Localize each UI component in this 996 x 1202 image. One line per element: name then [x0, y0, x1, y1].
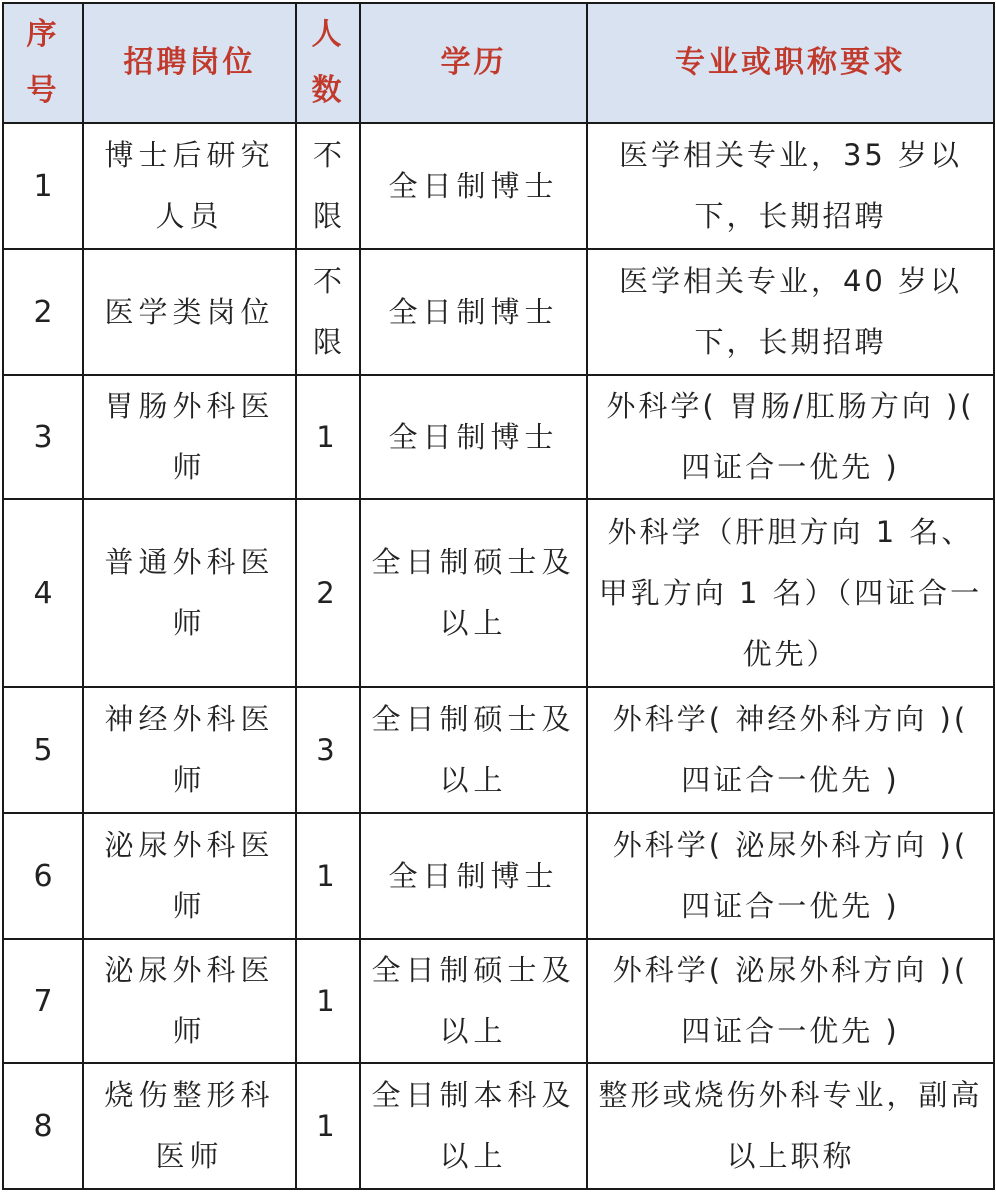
cell-seq: 3 [3, 375, 83, 499]
cell-seq: 6 [3, 813, 83, 939]
cell-count: 2 [296, 499, 360, 687]
cell-seq: 7 [3, 939, 83, 1063]
table-row [3, 813, 994, 939]
cell-seq: 4 [3, 499, 83, 687]
cell-count: 1 [296, 1063, 360, 1189]
cell-position: 普通外科医师 [83, 499, 296, 687]
cell-position: 泌尿外科医师 [83, 939, 296, 1063]
cell-count: 1 [296, 375, 360, 499]
cell-seq: 8 [3, 1063, 83, 1189]
cell-position: 胃肠外科医师 [83, 375, 296, 499]
cell-count: 1 [296, 939, 360, 1063]
cell-requirement: 外科学( 神经外科方向 )( 四证合一优先 ) [587, 687, 994, 813]
cell-position: 泌尿外科医师 [83, 813, 296, 939]
header-education: 学历 [360, 3, 587, 123]
table-row [3, 499, 994, 687]
cell-seq: 5 [3, 687, 83, 813]
header-seq: 序号 [3, 3, 83, 123]
cell-requirement: 医学相关专业，35 岁以下，长期招聘 [587, 123, 994, 249]
cell-education: 全日制博士 [360, 123, 587, 249]
header-requirement: 专业或职称要求 [587, 3, 994, 123]
cell-education: 全日制硕士及以上 [360, 499, 587, 687]
table-row [3, 375, 994, 499]
cell-count: 1 [296, 813, 360, 939]
cell-count: 不限 [296, 123, 360, 249]
cell-position: 神经外科医师 [83, 687, 296, 813]
table-row [3, 687, 994, 813]
table-row [3, 249, 994, 375]
cell-education: 全日制硕士及以上 [360, 939, 587, 1063]
cell-seq: 2 [3, 249, 83, 375]
cell-requirement: 外科学( 泌尿外科方向 )( 四证合一优先 ) [587, 813, 994, 939]
cell-requirement: 外科学( 泌尿外科方向 )( 四证合一优先 ) [587, 939, 994, 1063]
header-position: 招聘岗位 [83, 3, 296, 123]
cell-education: 全日制本科及以上 [360, 1063, 587, 1189]
table-row [3, 939, 994, 1063]
cell-education: 全日制博士 [360, 249, 587, 375]
cell-education: 全日制博士 [360, 375, 587, 499]
cell-count: 3 [296, 687, 360, 813]
cell-requirement: 外科学（肝胆方向 1 名、甲乳方向 1 名）（四证合一优先） [587, 499, 994, 687]
cell-position: 医学类岗位 [83, 249, 296, 375]
cell-count: 不限 [296, 249, 360, 375]
cell-position: 烧伤整形科医师 [83, 1063, 296, 1189]
cell-education: 全日制硕士及以上 [360, 687, 587, 813]
recruitment-table [2, 2, 995, 1190]
cell-seq: 1 [3, 123, 83, 249]
table-row [3, 123, 994, 249]
cell-education: 全日制博士 [360, 813, 587, 939]
cell-position: 博士后研究人员 [83, 123, 296, 249]
cell-requirement: 外科学( 胃肠/肛肠方向 )( 四证合一优先 ) [587, 375, 994, 499]
cell-requirement: 医学相关专业，40 岁以下，长期招聘 [587, 249, 994, 375]
cell-requirement: 整形或烧伤外科专业，副高以上职称 [587, 1063, 994, 1189]
table-row [3, 1063, 994, 1189]
header-row [3, 3, 994, 123]
header-count: 人数 [296, 3, 360, 123]
